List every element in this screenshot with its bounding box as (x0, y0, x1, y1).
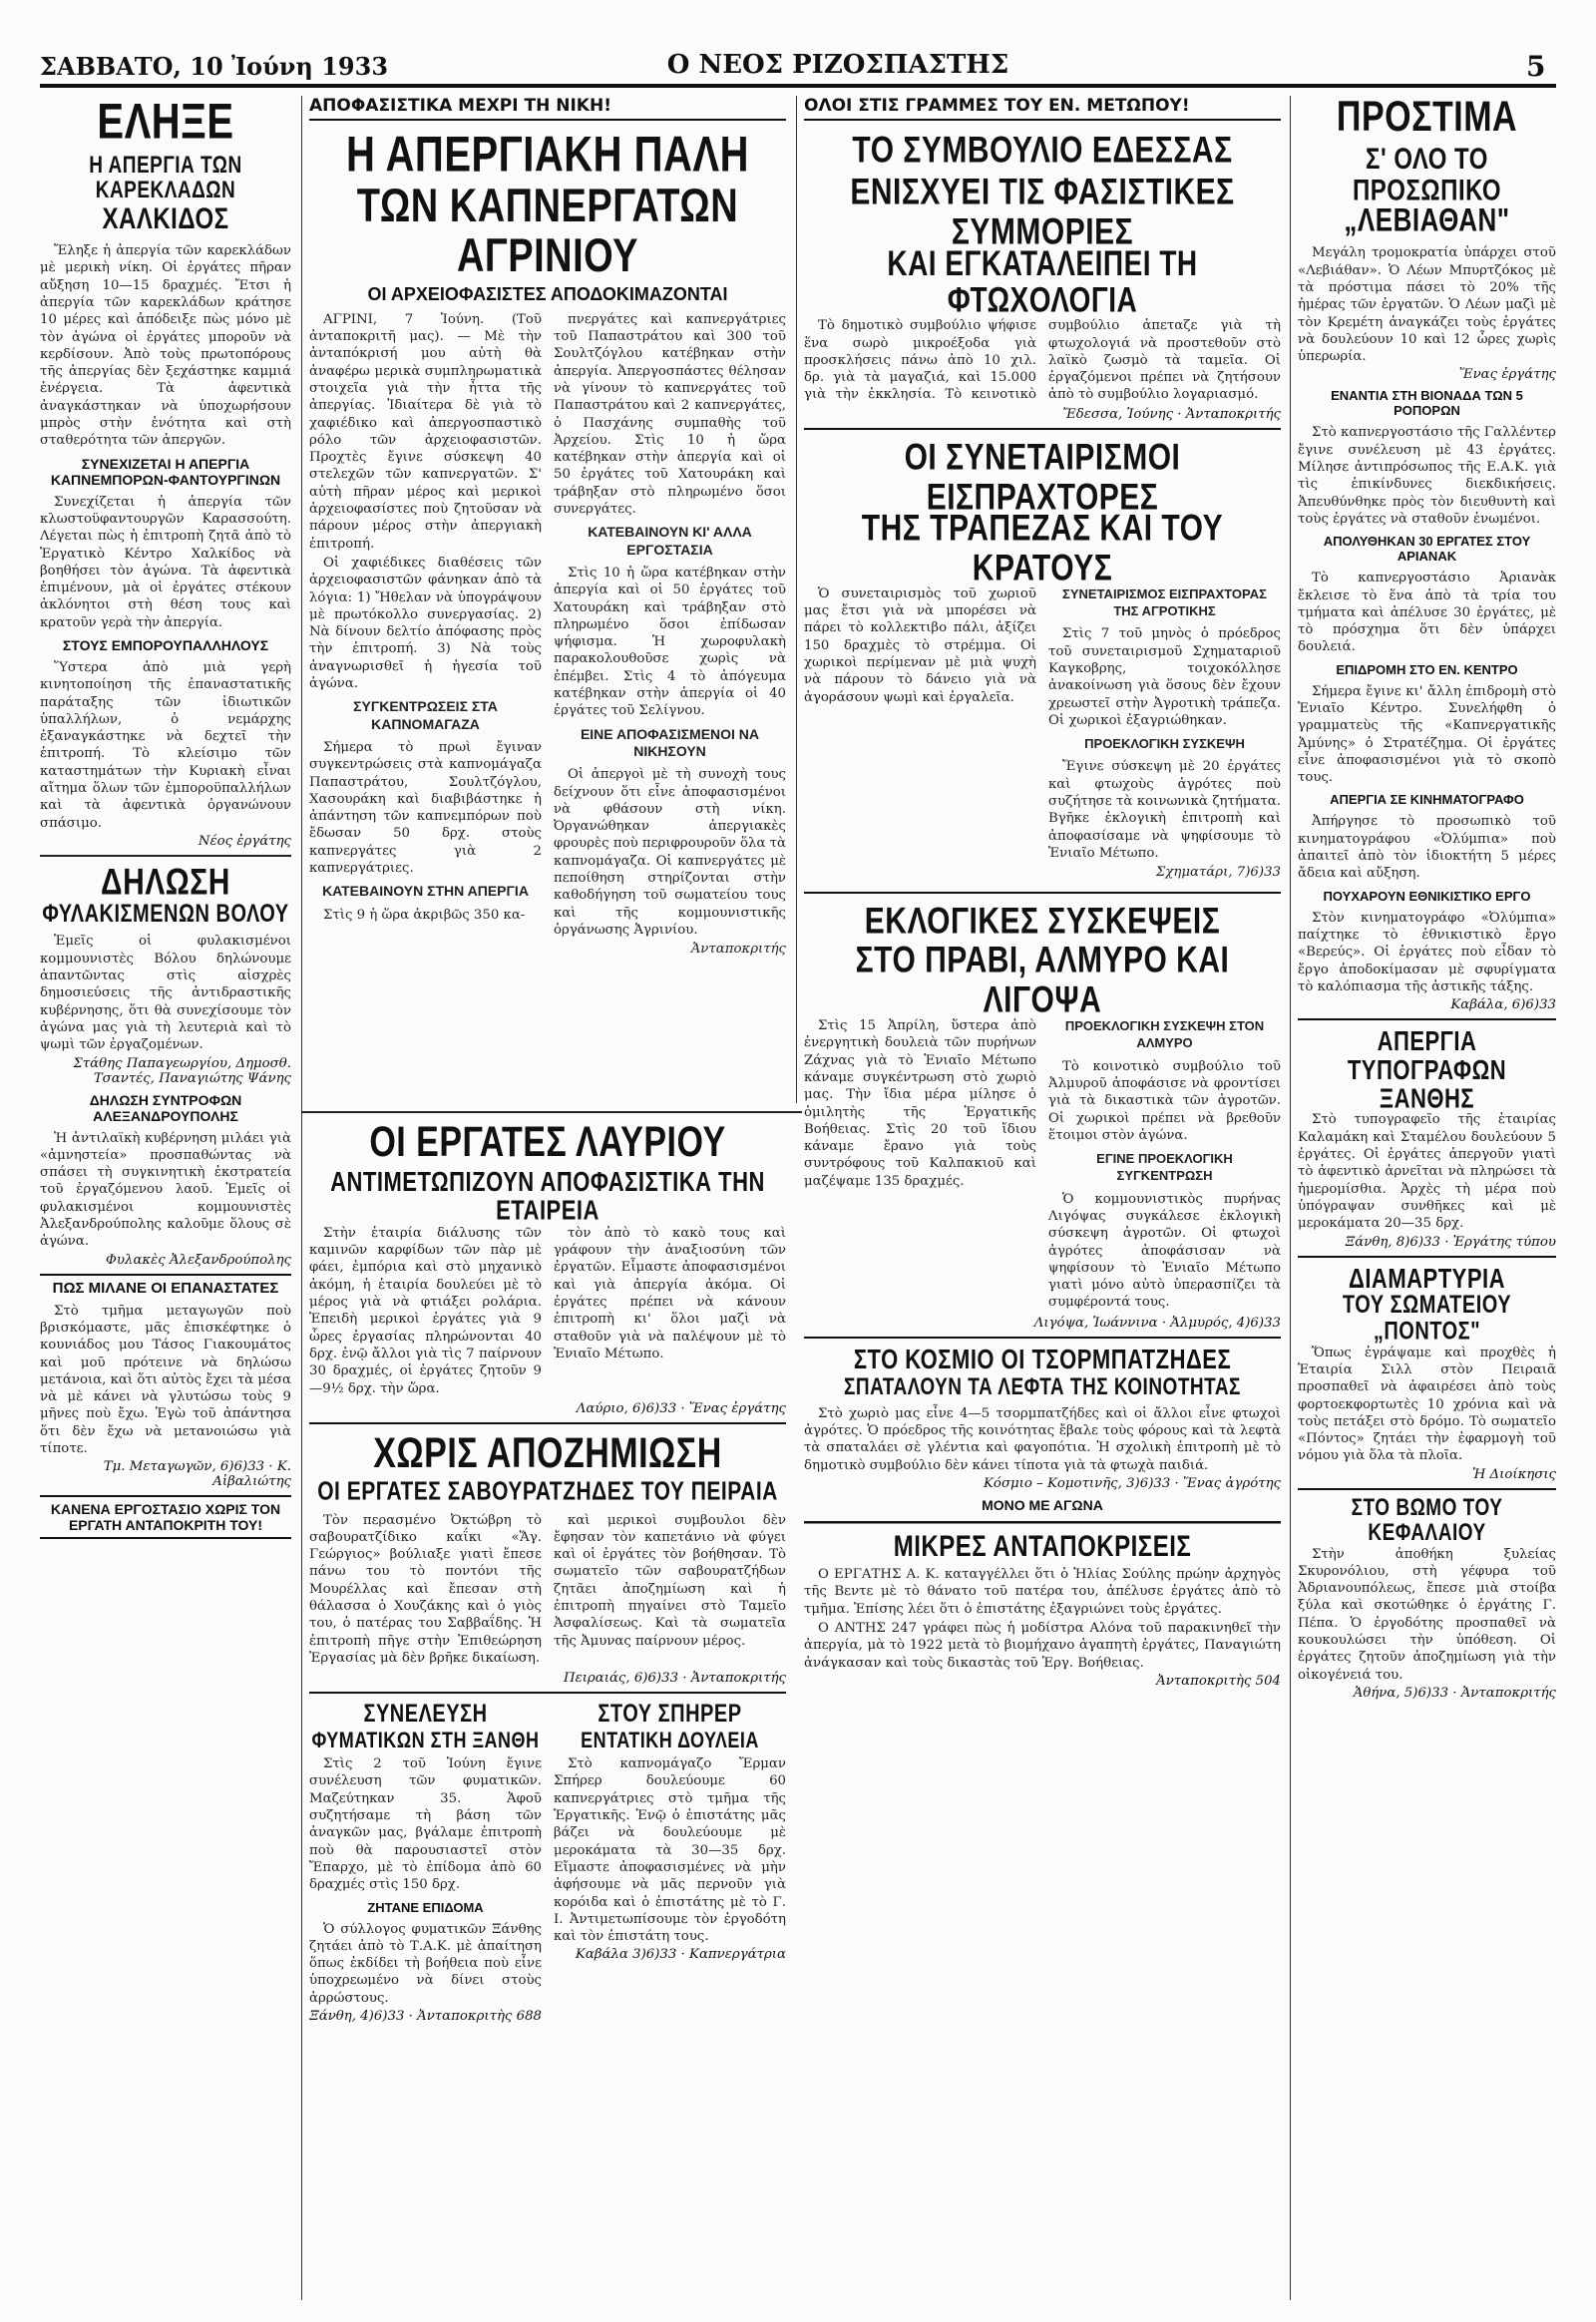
headline: ΑΠΕΡΓΙΑ (1377, 1024, 1477, 1057)
headline: ΚΑΙ ΕΓΚΑΤΑΛΕΙΠΕΙ ΤΗ ΦΤΩΧΟΛΟΓΙΑ (887, 243, 1198, 319)
bottom-block (309, 1121, 786, 2298)
headline: ΟΙ ΣΥΝΕΤΑΙΡΙΣΜΟΙ ΕΙΣΠΡΑΧΤΟΡΕΣ (904, 436, 1181, 518)
signature: Ἡ Διοίκησις (1472, 1466, 1556, 1482)
section-rule (804, 1337, 1281, 1339)
section-rule (301, 1111, 802, 1113)
column-divider (796, 96, 797, 1103)
article-text: Ὕστερα ἀπὸ μιὰ γερὴ κινητοποίηση τῆς ἐπαναστατικῆς παράταξης τῶν ἰδιωτικῶν ὑπαλλήλων, ὁ νεμάρχης ἐξαναγκάστηκε νὰ δεχτεῖ τὴν ἐπιτροπή. Τὸ κλείσιμο τῶν καταστημάτων τὴν Κυριακὴ εἶναι αἴτημα ὅλων τῶν ἐμποροϋπαλλήλων καὶ τὰ ἀφεντικὰ ὀργανώνουν σπάσιμο. (40, 660, 291, 831)
subheading: ΠΟΥΧΑΡΟΥΝ ΕΘΝΙΚΙΣΤΙΚΟ ΕΡΓΟ (1323, 888, 1531, 904)
article-text: τὸν ἀπὸ τὸ κακὸ τους καὶ γράφουν τὴν ἀναξιοσύνη τῶν ἐργατῶν. Εἶμαστε ἀποφασισμένοι καὶ γιὰ ἀπεργία ἀκόμα. Οἱ ἐργάτες πρέπει νὰ κάνουν ἐπιτροπὴ κι' ὅλοι μαζὶ νὰ σταθοῦν γιὰ νὰ παλέψουν μὲ τὸ Ἑνιαῖο Μέτωπο. (554, 1225, 786, 1361)
subheading: ΣΥΝΕΤΑΙΡΙΣΜΟΣ ΕΙΣΠΡΑΧΤΟΡΑΣ ΤΗΣ ΑΓΡΟΤΙΚΗΣ (1062, 585, 1267, 619)
subheading: ΖΗΤΑΝΕ ΕΠΙΔΟΜΑ (367, 1899, 484, 1915)
article-text: πνεργάτες καὶ καπνεργάτριες τοῦ Παπαστράτου καὶ 300 τοῦ Σουλτζόγλου κατέβηκαν στὴν ἀπεργία. Ἀπεργοσπάστες θέλησαν νὰ γίνουν τὸ καπνεργάτες τοῦ Παπαστράτου καὶ 2 καπνεργάτες, ὁ Πασχάνης συμπαθὴς τοῦ Ἀρχείου. Στὶς 10 ἡ ὥρα κατέβηκαν στὴν ἀπεργία καὶ οἱ 50 ἐργάτες τοῦ Χατουράκη καὶ τράβηξαν στὸ πληρωμένο ὅσοι συνεργάτες. ΚΑΤΕΒΑΙΝΟΥΝ ΚΙ' ΑΛΛΑ ΕΡΓΟΣΤΑΣΙΑ Στὶς 10 ἡ ὥρα κατέβηκαν στὴν ἀπεργία καὶ οἱ 50 ἐργάτες τοῦ Χατουράκη καὶ τράβηξαν στὸ πληρωμένο ὅσοι ἐπίδωσαν ψήφισμα. Ἡ χωροφυλακὴ παρακολουθοῦσε χωρὶς νὰ ἐπέμβει. Στὶς 4 τὸ ἀπόγευμα κατέβηκαν στὴν ἀπεργία οἱ 40 ἐργάτες τοῦ Σελίγνου. ΕΙΝΕ ΑΠΟΦΑΣΙΣΜΕΝΟΙ ΝΑ ΝΙΚΗΣΟΥΝ Οἱ ἀπεργοὶ μὲ τὴ συνοχὴ τους δείχνουν ὅτι εἶνε ἀποφασισμένοι νὰ φθάσουν στὴ νίκη. Ὀργανώθηκαν ἀπεργιακὲς φρουρὲς ποὺ περιφρουροῦν ὅλα τὰ καπνομάγαζα. Οἱ καπνεργάτες μὲ πεποίθηση στηρίζονται στὴν καθοδήγηση τοῦ σωματείου τους καὶ τῆς κομμουνιστικῆς ὀργάνωσης Ἀγρινίου. Ἀνταποκριτής (554, 311, 786, 958)
article-text: Ο ΕΡΓΑΤΗΣ Α. Κ. καταγγέλλει ὅτι ὁ Ἡλίας Σούλης πρώην ἀρχηγὸς τῆς Βεντε μὲ τὸ θάνατο τοῦ πατέρα του, ἀπέλυσε ἐργάτες ἀπὸ τὸ τμῆμα. Ἐπίσης λέει ὅτι ὁ ἐπιστάτης ἐξαγριώνει τοὺς ἐργάτες. Ο ΑΝΤΗΣ 247 γράφει πὼς ἡ μοδίστρα Αλόνα τοῦ παρακινηθεῖ τὴν ἀπεργία, μὰ τὸ 1922 μετὰ τὸ βιομήχανο ἀγαπητὴ ἐργάτες, Παναγιώτη ἀνάγκασαν καὶ τοὺς δικαστὰς τοῦ Ἐργ. Βοήθειας. (804, 1567, 1281, 1671)
issue-date: ΣΑΒΒΑΤΟ, 10 Ἰούνη 1933 (40, 52, 389, 81)
article-text: Τὸ δημοτικὸ συμβούλιο ψήφισε ἕνα σωρὸ μικροέξοδα γιὰ προσκλήσεις πάνω ἀπὸ 10 χιλ. δρ. γιὰ τὰ μαγαζιά, καὶ 15.000 γιὰ τὴν ἐκκλησία. Τὸ κεινοτικὸ συμβούλιο ἀπεταζε γιὰ τὴ φτωχολογιά νὰ προστεθοῦν στὸ λαϊκὸ ζωσμὸ τὰ ταμεῖα. Οἱ ἐργαζόμενοι πρέπει νὰ ζητήσουν ἀπὸ τὸ συμβούλιο λογαριασμό. (804, 318, 1281, 403)
column-3 (804, 96, 1281, 2300)
subheading: ΠΡΟΕΚΛΟΓΙΚΗ ΣΥΣΚΕΨΗ ΣΤΟΝ ΑΛΜΥΡΟ (1064, 1018, 1265, 1051)
column-divider (301, 96, 302, 2300)
headline: ΔΙΑΜΑΡΤΥΡΙΑ (1349, 1262, 1505, 1294)
subheading: ΚΑΤΕΒΑΙΝΟΥΝ ΚΙ' ΑΛΛΑ ΕΡΓΟΣΤΑΣΙΑ (588, 524, 752, 558)
headline: ΕΛΗΞΕ (97, 96, 234, 150)
masthead (0, 0, 1596, 83)
page-number: 5 (1526, 50, 1546, 83)
signature: Νέος ἐργάτης (198, 833, 291, 849)
headline: ΦΥΜΑΤΙΚΩΝ ΣΤΗ ΞΑΝΘΗ (311, 1728, 540, 1752)
subheading: ΠΩΣ ΜΙΛΑΝΕ ΟΙ ΕΠΑΝΑΣΤΑΤΕΣ (40, 1274, 291, 1297)
article-text: Σήμερα ἔγινε κι' ἄλλη ἐπιδρομὴ στὸ Ἑνιαῖο Κέντρο. Συνελήφθη ὁ γραμματεὺς τῆς «Καπνεργατικῆς Ἀμύνης» ὁ Στρατέζημα. Οἱ ἐργάτες εἶνε ἀποφασισμένοι γιὰ τὸ σκοπὸ τους. (1298, 683, 1556, 786)
headline: ΣΠΑΤΑΛΟΥΝ ΤΑ ΛΕΦΤΑ ΤΗΣ ΚΟΙΝΟΤΗΤΑΣ (844, 1373, 1241, 1400)
column-4 (1298, 96, 1556, 2300)
kicker: ΟΛΟΙ ΣΤΙΣ ΓΡΑΜΜΕΣ ΤΟΥ ΕΝ. ΜΕΤΩΠΟΥ! (804, 96, 1281, 121)
signature: Λαύριο, 6)6)33 · Ἕνας ἐργάτης (576, 1400, 786, 1416)
signature: Λιγόψα, Ἰωάννινα · Ἀλμυρός, 4)6)33 (1033, 1315, 1281, 1331)
article-text: Μεγάλη τρομοκρατία ὑπάρχει στοῦ «Λεβιάθαν». Ὁ Λέων Μπυρτζόκος μὲ τὰ πρόστιμα πάσει τὸ 20% τῆς ἡμέρας τῶν ἐργατῶν. Ὁ Λέων μαζὶ μὲ τὸν Κρεμέτη ἀναγκάζει τοὺς ἐργάτες νὰ δουλεύουν 10 καὶ 12 ὧρες χωρὶς ὑπερωρία. (1298, 245, 1556, 365)
headline: ΕΝΙΣΧΥΕΙ ΤΙΣ ΦΑΣΙΣΤΙΚΕΣ ΣΥΜΜΟΡΙΕΣ (850, 171, 1235, 251)
two-column-body (804, 585, 1281, 888)
spirer-article (554, 1702, 786, 2030)
section-rule (1298, 1256, 1556, 1258)
kicker: ΑΠΟΦΑΣΙΣΤΙΚΑ ΜΕΧΡΙ ΤΗ ΝΙΚΗ! (309, 96, 786, 121)
headline: ΔΗΛΩΣΗ (101, 861, 230, 903)
article-text: Συνεχίζεται ἡ ἀπεργία τῶν κλωστοϋφαντουργῶν Καρασσούτη. Λέγεται πὼς ἡ ἐπιτροπὴ ζητᾶ ἀπὸ τὸ Ἐργατικὸ Κέντρο Χαλκίδος νὰ βοηθήσει τὸν ἀγώνα. Τὰ ἀφεντικὰ ἐπιμένουν, μὰ οἱ ἐργάτες στέκουν ἀκλόνητοι στὴ θέση τους καὶ κρατοῦν γερὰ τὴν ἀπεργία. (40, 494, 291, 630)
signature: Ξάνθη, 8)6)33 · Ἐργάτης τύπου (1345, 1234, 1556, 1250)
section-rule (804, 428, 1281, 430)
headline: ΣΥΝΕΛΕΥΣΗ (363, 1701, 488, 1729)
article-text: Ὁ σύλλογος φυματικῶν Ξάνθης ζητάει ἀπὸ τὸ Τ.Α.Κ. μὲ ἀπαίτηση ὅπως ἐκδίδει τὴ βοήθεια ποὺ εἶνε ὑποχρεωμένο νὰ δίνει στοὺς ἀρρώστους. (309, 1921, 542, 2006)
headline: ΕΚΛΟΓΙΚΕΣ ΣΥΣΚΕΨΕΙΣ (864, 900, 1221, 942)
newspaper-title: Ο ΝΕΟΣ ΡΙΖΟΣΠΑΣΤΗΣ (666, 50, 1009, 80)
headline: ΤΟ ΣΥΜΒΟΥΛΙΟ ΕΔΕΣΣΑΣ (852, 129, 1233, 171)
headline: ΤΗΣ ΤΡΑΠΕΖΑΣ ΚΑΙ ΤΟΥ ΚΡΑΤΟΥΣ (861, 507, 1224, 588)
article-text: Στὶς 15 Ἀπρίλη, ὕστερα ἀπὸ ἐνεργητικὴ δουλειὰ τῶν πυρήνων Ζάχνας γιὰ τὸ Ἑνιαῖο Μέτωπο κάναμε συγκέντρωση στὸ χωριὸ μας. Τὴν ἴδια μέρα μίλησε ὁ ὁμιλητὴς τῆς Ἐργατικῆς Βοήθειας. Στὶς 20 τοῦ ἴδιου κάναμε ἔρανο γιὰ τοὺς συντρόφους τοῦ Καλπακιοῦ καὶ μαζέψαμε 135 δραχμές. (804, 1018, 1036, 1189)
subheading: ΚΑΤΕΒΑΙΝΟΥΝ ΣΤΗΝ ΑΠΕΡΓΙΑ (322, 883, 529, 900)
signature: Φυλακὲς Ἀλεξανδρούπολης (106, 1252, 291, 1268)
article-text: Τὸ καπνεργοστάσιο Ἀριανὰκ ἔκλεισε τὸ ἕνα ἀπὸ τὰ τρία του τμήματα καὶ ἀπέλυσε 30 ἐργάτες, μὲ τὸ πρόσχημα ὅτι δὲν ὑπάρχει δουλειά. (1298, 571, 1556, 655)
headline: ΟΙ ΕΡΓΑΤΕΣ ΣΑΒΟΥΡΑΤΖΗΔΕΣ ΤΟΥ ΠΕΙΡΑΙΑ (317, 1476, 778, 1506)
headline: ΤΥΠΟΓΡΑΦΩΝ ΞΑΝΘΗΣ (1347, 1054, 1507, 1115)
signature: Κόσμιο – Κομοτινῆς, 3)6)33 · Ἕνας ἀγρότης (984, 1475, 1281, 1491)
signature: Καβάλα, 6)6)33 (1450, 997, 1556, 1013)
two-column-body (804, 1017, 1281, 1314)
signature: Ἔδεσσα, Ἰούνης · Ἀνταποκριτής (1062, 406, 1281, 422)
subheading: ΠΡΟΕΚΛΟΓΙΚΗ ΣΥΣΚΕΨΗ (1084, 736, 1245, 752)
article-text: ΣΥΝΕΤΑΙΡΙΣΜΟΣ ΕΙΣΠΡΑΧΤΟΡΑΣ ΤΗΣ ΑΓΡΟΤΙΚΗΣ Στὶς 7 τοῦ μηνὸς ὁ πρόεδρος τοῦ συνεταιρισμοῦ Σχηματαριοῦ Καγκοβρης, τοιχοκόλλησε ἀνακοίνωση γιὰ ὅσους δὲν ἔχουν χρεωστεῖ στὴν Ἀγροτικὴ τράπεζα. Οἱ χωρικοὶ ἐξαγριώθηκαν. ΠΡΟΕΚΛΟΓΙΚΗ ΣΥΣΚΕΨΗ Ἔγινε σύσκεψη μὲ 20 ἐργάτες καὶ φτωχοὺς ἀγρότες ποὺ συζήτησε τὰ κοινωνικὰ ζητήματα. Βγῆκε ἐκλογικὴ ἐπιτροπὴ καὶ ἀποφασίσαμε νὰ ψηφίσουμε τὸ Ἑνιαῖο Μέτωπο. Σχηματάρι, 7)6)33 (1048, 585, 1281, 881)
signature: Ἀνταποκριτής (690, 942, 786, 958)
signature: Στάθης Παπαγεωργίου, Δημοσθ. Τσαντές, Παναγιώτης Ψάνης (73, 1055, 291, 1086)
section-rule (1298, 1488, 1556, 1490)
headline: ΤΩΝ ΚΑΠΝΕΡΓΑΤΩΝ ΑΓΡΙΝΙΟΥ (356, 180, 739, 282)
article-text: Ἀπήργησε τὸ προσωπικὸ τοῦ κινηματογράφου «Ὀλύμπια» ποὺ ἀπαιτεῖ ἀπὸ τὸν ἰδιοκτήτη 5 μέρες ἄδεια καὶ αὔξηση. (1298, 814, 1556, 882)
article-text: καὶ μερικοὶ συμβουλοι δὲν ἔφησαν τὸν καπετάνιο νὰ φύγει καὶ οἱ ἐργάτες τὸν βοήθησαν. Τὸ σωματεῖο τῶν σαβουρατζήδων ζητᾶει ἀποζημίωση καὶ ἡ ἐπιτροπὴ πηγαίνει στὸ Ταμεῖο Ἀσφαλίσεως. Καὶ τὰ σωματεῖα τῆς Ἀμυνας παίρνουν μέρος. (554, 1512, 786, 1649)
signature: Καβάλα 3)6)33 · Καπνεργάτρια (575, 1947, 786, 1963)
headline: „ΛΕΒΙΑΘΑΝ" (1344, 200, 1510, 239)
article-text: Στὴν ἀποθήκη ξυλείας Σκυρονόλιου, στὴ γέφυρα τοῦ Ἀδριανουπόλεως, ἔπεσε μιὰ στοίβα ξύλα καὶ σκοτώθηκε ὁ ἐργάτης Γ. Πέπα. Ὁ ἐργοδότης προσπαθεῖ νὰ κουκουλώσει τὴν ὑπόθεση. Οἱ ἐργάτες ζητοῦν ἀποζημίωση γιὰ τὴν οἰκογένειά του. (1298, 1546, 1556, 1683)
article-text: Στὸ τμῆμα μεταγωγῶν ποὺ βρισκόμαστε, μᾶς ἐπισκέφτηκε ὁ κουνιάδος μου Τάσος Γιακουμάτος καὶ μοῦ πρότεινε νὰ δηλώσω μετάνοια, καὶ ὅτι αὐτὸς ἔχει τὰ μέσα νὰ μὲ κάνει νὰ γλυτώσω τοὺς 9 μῆνες ποὺ ἔχω. Ἐγὼ τοῦ ἀπάντησα ὅτι δὲν ἔχω νὰ μετανοιώσω γιὰ τίποτε. (40, 1303, 291, 1456)
subheading: ΑΠΟΛΥΘΗΚΑΝ 30 ΕΡΓΑΤΕΣ ΣΤΟΥ ΑΡΙΑΝΑΚ (1323, 534, 1531, 565)
headline: ΦΥΛΑΚΙΣΜΕΝΩΝ ΒΟΛΟΥ (42, 901, 289, 929)
signature: Σχηματάρι, 7)6)33 (1155, 865, 1281, 881)
headline: ΤΟΥ ΣΩΜΑΤΕΙΟΥ „ΠΟΝΤΟΣ" (1342, 1291, 1512, 1346)
masthead-rule (40, 84, 1556, 88)
column-2 (309, 96, 786, 1103)
section-rule (1298, 1018, 1556, 1020)
article-text: Στὸν κινηματογράφο «Ὀλύμπια» παίχτηκε τὸ ἐθνικιστικὸ ἔργο «Βερεύς». Οἱ ἐργάτες ποὺ εἶδαν τὸ ἔργο ἀποδοκίμασαν μὲ σφυρίγματα τὸ καλόπιασμα τῆς ἀστικῆς τάξης. (1298, 910, 1556, 994)
article-text: Ἔληξε ἡ ἀπεργία τῶν καρεκλάδων μὲ μερικὴ νίκη. Οἱ ἐργάτες πῆραν αὔξηση 10—15 δραχμές. Ἔτσι ἡ ἀπεργία τῶν καρεκλάδων κράτησε 10 μέρες καὶ ἀπόδειξε πὼς μόνο μὲ τὸν ἀγώνα οἱ ἐργάτες μποροῦν νὰ κερδίσουν. Ἀπὸ τοὺς πρωτοπόρους τῆς ἀπεργίας δὲν ξεχάστηκε καμμιά ἐνέργεια. Τὰ ἀφεντικὰ ἀναγκάστηκαν νὰ ὑποχωρήσουν μπρὸς στὴν ἑνότητα καὶ στὴ σταθερότητα τῶν ἀπεργῶν. (40, 243, 291, 449)
two-column-body (309, 311, 786, 965)
article-text: Στὸ καπνεργοστάσιο τῆς Γαλλέντερ ἔγινε συνέλευση μὲ 43 ἐργάτες. Μίλησε ἀντιπρόσωπος τῆς Ε.Α.Κ. γιὰ τὶς ἐπικίνδυνες διεκδικήσεις. Ἀπευθύνθηκε πρὸς τὸν διευθυντὴ καὶ τοὺς ἐργάτες νὰ σταθοῦν ἑνωμένοι. (1298, 425, 1556, 527)
subheading: ΑΠΕΡΓΙΑ ΣΕ ΚΙΝΗΜΑΤΟΓΡΑΦΟ (1330, 792, 1524, 808)
headline: ΣΤΟ ΒΩΜΟ ΤΟΥ ΚΕΦΑΛΑΙΟΥ (1351, 1494, 1503, 1546)
subheading: ΣΤΟΥΣ ΕΜΠΟΡΟΥΠΑΛΛΗΛΟΥΣ (62, 637, 269, 653)
section-rule (40, 855, 291, 857)
column-1 (40, 96, 291, 2300)
article-text: Ἐμεῖς οἱ φυλακισμένοι κομμουνιστὲς Βόλου δηλώνουμε ἀπαντῶντας στὶς αἰσχρὲς δημοσιεύσεις τῆς ἀντιδραστικῆς κυβέρνησης, ὅτι θὰ συνεχίσουμε τὸν ἀγώνα μας γιὰ τὴ λευτεριὰ καὶ τὸ ψωμὶ τῶν ἐργαζομένων. (40, 934, 291, 1053)
section-rule (309, 1692, 786, 1694)
headline: ΣΤΟΥ ΣΠΗΡΕΡ (598, 1701, 742, 1729)
section-rule (309, 1422, 786, 1424)
column-divider (1290, 96, 1291, 2300)
xanthi-article (309, 1702, 542, 2030)
headline: ΧΑΛΚΙΔΟΣ (102, 201, 229, 236)
headline: ΣΤΟ ΚΟΣΜΙΟ ΟΙ ΤΣΟΡΜΠΑΤΖΗΔΕΣ (853, 1343, 1232, 1374)
headline: ΠΡΟΣΤΙΜΑ (1336, 96, 1518, 141)
two-column-body (309, 1512, 786, 1670)
signature: Πειραιάς, 6)6)33 · Ἀνταποκριτής (563, 1671, 786, 1687)
article-text: Ἡ ἀντιλαϊκὴ κυβέρνηση μιλάει γιὰ «ἀμνηστεία» προσπαθώντας νὰ σπάσει τὴ συγκινητικὴ ἐκστρατεία τοῦ ἐργαζόμενου λαοῦ. Ἐμεῖς οἱ φυλακισμένοι κομμουνιστὲς Ἀλεξανδρούπολης καλοῦμε ὅλους σὲ ἀγώνα. (40, 1130, 291, 1250)
subheading: ΜΟΝΟ ΜΕ ΑΓΩΝΑ (982, 1496, 1103, 1513)
article-text: Στὸ τυπογραφεῖο τῆς ἑταιρίας Καλαμάκη καὶ Σταμέλου δουλεύουν 5 ἐργάτες. Οἱ ἐργάτες ἀπεργοῦν γιατὶ τὸ ἀφεντικὸ ἀρνεῖται νὰ πληρώσει τὰ ἡμερομίσθια. Ἀρχὲς τὴ μέρα ποὺ ὑπόγραψαν συνθῆκες καὶ μὲ μεροκάματα 20—35 δρχ. (1298, 1112, 1556, 1232)
article-text: Τὸν περασμένο Ὀκτώβρη τὸ σαβουρατζίδικο καΐκι «Ἅγ. Γεώργιος» βούλιαξε γιατὶ ἔπεσε πάνω του τὸ ποντόνι τῆς Μουρέλλας καὶ ἔπεσαν στὴ θάλασσα ὁ Χουζάκης καὶ ὁ γιὸς του, ὁ πατέρας του Σαββαΐδης. Ἡ ἐπιτροπὴ πῆγε στὴν Ἐπιθεώρηση Ἐργασίας μὰ δὲν βρῆκε δικαίωση. (309, 1512, 542, 1666)
headline: Σ' ΟΛΟ ΤΟ ΠΡΟΣΩΠΙΚΟ (1352, 142, 1502, 207)
headline: Η ΑΠΕΡΓΙΑΚΗ ΠΑΛΗ (346, 127, 749, 183)
two-column-body (309, 1225, 786, 1399)
headline: ΧΩΡΙΣ ΑΠΟΖΗΜΙΩΣΗ (373, 1429, 722, 1477)
article-text: Στὸ καπνομάγαζο Ἔρμαν Σπήρερ δουλεύουμε 60 καπνεργάτριες στὸ τμῆμα τῆς Ἐργατικῆς. Ἐνῷ ὁ ἐπιστάτης μᾶς βάζει νὰ δουλεύουμε μὲ μεροκάματα τὰ 30—35 δρχ. Εἴμαστε ἀποφασισμένες νὰ μὴν ἀφήσουμε νὰ μᾶς περνοῦν γιὰ κορόιδα καὶ ὁ ἐπιστάτης μὲ τὸ Γ. Ι. Ἀντιμετωπίσουμε τὸν ἐργοδότη καὶ τὸν ἐπιστάτη τους. (554, 1756, 786, 1945)
article-text: Ὅπως ἐγράψαμε καὶ προχθὲς ἡ Ἑταιρία Σιλλ στὸν Πειραιᾶ προσπαθεῖ νὰ ἀφαιρέσει ἀπὸ τοὺς φορτοεκφορτωτὲς 10 χρόνια καὶ νὰ τοὺς πετάξει στὸ δρόμο. Τὸ σωματεῖο «Πόντος» ζητάει τὴν ἐφαρμογὴ τοῦ νόμου γιὰ ὅλα τὰ πλοῖα. (1298, 1345, 1556, 1464)
article-text: Στὶς 2 τοῦ Ἰούνη ἔγινε συνέλευση τῶν φυματικῶν. Μαζεύτηκαν 35. Ἀφοῦ συζητήσαμε τὴ βάση τῶν ἀναγκῶν μας, βγάλαμε ἐπιτροπὴ ποὺ θὰ παρουσιαστεῖ στὸν Ἔπαρχο, μὲ τὸ ἐπίδομα ἀπὸ 60 δραχμές στὶς 150 δρχ. (309, 1756, 542, 1893)
headline: ΕΝΤΑΤΙΚΗ ΔΟΥΛΕΙΑ (581, 1728, 759, 1752)
subheading: ΔΗΛΩΣΗ ΣΥΝΤΡΟΦΩΝ ΑΛΕΞΑΝΔΡΟΥΠΟΛΗΣ (89, 1091, 242, 1124)
subheading: ΣΥΝΕΧΙΖΕΤΑΙ Η ΑΠΕΡΓΙΑ ΚΑΠΝΕΜΠΟΡΩΝ-ΦΑΝΤΟΥΡΓΙΝΩΝ (50, 455, 281, 488)
article-text: ΠΡΟΕΚΛΟΓΙΚΗ ΣΥΣΚΕΨΗ ΣΤΟΝ ΑΛΜΥΡΟ Τὸ κοινοτικὸ συμβούλιο τοῦ Ἀλμυροῦ ἀποφάσισε νὰ φροντίσει γιὰ τὰ δικαστικὰ τῶν ἀγροτῶν. Οἱ χωρικοὶ πρέπει νὰ βρεθοῦν ἕτοιμοι στὸν ἀγώνα. ΕΓΙΝΕ ΠΡΟΕΚΛΟΓΙΚΗ ΣΥΓΚΕΝΤΡΩΣΗ Ὁ κομμουνιστικὸς πυρήνας Λιγόψας συγκάλεσε ἐκλογικὴ σύσκεψη ἀγροτῶν. Οἱ φτωχοὶ ἀγρότες ἀποφάσισαν νὰ ψηφίσουν τὸ Ἑνιαῖο Μέτωπο γιατὶ μόνο αὐτὸ ὑπερασπίζει τὰ συμφέροντά τους. (1048, 1018, 1281, 1311)
headline: ΣΤΟ ΠΡΑΒΙ, ΑΛΜΥΡΟ ΚΑΙ ΛΙΓΟΨΑ (855, 939, 1230, 1020)
headline: ΜΙΚΡΕΣ ΑΝΤΑΠΟΚΡΙΣΕΙΣ (804, 1521, 1281, 1562)
signature: Ἀθήνα, 5)6)33 · Ἀνταποκριτής (1353, 1685, 1556, 1701)
subheading: ΕΝΑΝΤΙΑ ΣΤΗ ΒΙΟΝΑΔΑ ΤΩΝ 5 ΡΟΠΟΡΩΝ (1331, 388, 1523, 419)
subheading: ΕΠΙΔΡΟΜΗ ΣΤΟ ΕΝ. ΚΕΝΤΡΟ (1336, 661, 1518, 677)
subheading: ΣΥΓΚΕΝΤΡΩΣΕΙΣ ΣΤΑ ΚΑΠΝΟΜΑΓΑΖΑ (353, 698, 498, 732)
signature: Ἀνταποκριτὴς 504 (1156, 1673, 1281, 1689)
article-text: Ὁ συνεταιρισμὸς τοῦ χωριοῦ μας ἔτσι γιὰ νὰ μπορέσει νὰ πάρει τὸ κολλεκτιβο πάλι, ἀξίζει 150 δραχμὲς τὸ στρέμμα. Οἱ χωρικοὶ περίμεναν μὲ μιὰ ψυχὴ νὰ πάρουν τὸ δάνειο γιὰ νὰ ἀγοράσουν ψωμὶ καὶ ἐργαλεῖα. (804, 585, 1036, 705)
article-text: Στὴν ἑταιρία διάλυσης τῶν καμινῶν καρφίδων τῶν πὰρ μὲ φάει, ἐμπόρια καὶ στὸ μηχανικὸ ἀκόμη, ἡ ἑταιρία δουλεύει μὲ τὸ μέρος γιὰ νὰ φτιάξει ρολάρια. Ἐπειδὴ μερικοὶ ἐργάτες γιὰ 9 ὧρες ἐργασίας πληρώνονται 40 δρχ. ἐνῷ ἄλλοι γιὰ τὶς 7 παίρνουν 30 δραχμές, οἱ ἐργάτες ζητοῦν 9—9½ δρχ. τὴν ὥρα. (309, 1225, 542, 1396)
article-text: Στὸ χωριὸ μας εἶνε 4—5 τσορμπατζήδες καὶ οἱ ἄλλοι εἶνε φτωχοὶ ἀγρότες. Ὁ πρόεδρος τῆς κοινότητας ἔβαλε τοὺς φόρους καὶ τὰ λεφτὰ τὰ σπαταλάει σὲ γλέντια καὶ φαγοπότια. Ἡ σχολικὴ ἐπιτροπὴ μὲ τὸ δημοτικὸ συμβούλιο δὲν κάνει τίποτα γιὰ τὰ φτωχὰ παιδιά. (804, 1405, 1281, 1473)
section-rule (804, 892, 1281, 894)
signature: Τμ. Μεταγωγῶν, 6)6)33 · Κ. Αἰβαλιώτης (103, 1459, 291, 1490)
headline: ΑΝΤΙΜΕΤΩΠΙΖΟΥΝ ΑΠΟΦΑΣΙΣΤΙΚΑ ΤΗΝ ΕΤΑΙΡΕΙΑ (330, 1165, 765, 1226)
subheading: ΕΓΙΝΕ ΠΡΟΕΚΛΟΓΙΚΗ ΣΥΓΚΕΝΤΡΩΣΗ (1096, 1151, 1233, 1184)
subheading: ΟΙ ΑΡΧΕΙΟΦΑΣΙΣΤΕΣ ΑΠΟΔΟΚΙΜΑΖΟΝΤΑΙ (367, 283, 728, 304)
article-text: ΑΓΡΙΝΙ, 7 Ἰούνη. (Τοῦ ἀνταποκριτῆ μας). — Μὲ τὴν ἀνταπόκρισή μου αὐτὴ θὰ ἀναφέρω μερικὰ συμπληρωματικὰ στοιχεῖα γιὰ τὴν ἧττα τῆς ἀπεργίας. Ἰδιαίτερα δὲ γιὰ τὸ χαφιέδικο καὶ ἀπεργοσπαστικὸ ρόλο τῶν ἀρχειοφασιστῶν. Προχτὲς ἔγινε σύσκεψη 40 στελεχῶν τῶν καπνεργατῶν. Σ' αὐτὴ πῆραν μέρος καὶ μερικοὶ ἀρχειοφασίστες ποὺ ζητοῦσαν νὰ πάρουν μέρος στὴν ἀπεργιακὴ ἐπιτροπή. Οἱ χαφιέδικες διαθέσεις τῶν ἀρχειοφασιστῶν φάνηκαν ἀπὸ τὰ λόγια: 1) Ἤθελαν νὰ ὑπογράψουν μὲ πρωτόκολλο συνεργασίας. 2) Νὰ δίνουν δελτίο ἀπόφασης πρὸς τὴν ἐπιτροπή. 3) Νὰ τοὺς ἀναγνωρισθεῖ ἡ ἡγεσία τοῦ ἀγώνα. ΣΥΓΚΕΝΤΡΩΣΕΙΣ ΣΤΑ ΚΑΠΝΟΜΑΓΑΖΑ Σήμερα τὸ πρωὶ ἔγιναν συγκεντρώσεις στὰ καπνομάγαζα Παπαστράτου, Σουλτζόγλου, Χασουράκη καὶ διαβιβάστηκε ἡ ἀπάντηση τῶν καπνεμπόρων ποὺ ἔδωσαν 50 δρχ. στοὺς καπνεργάτες γιὰ 2 καπνεργάτριες. ΚΑΤΕΒΑΙΝΟΥΝ ΣΤΗΝ ΑΠΕΡΓΙΑ Στὶς 9 ἡ ὥρα ἀκριβῶς 350 κα- (309, 311, 542, 923)
headline: Η ΑΠΕΡΓΙΑ ΤΩΝ ΚΑΡΕΚΛΑΔΩΝ (89, 152, 242, 203)
headline: ΟΙ ΕΡΓΑΤΕΣ ΛΑΥΡΙΟΥ (369, 1121, 726, 1166)
signature: Ἕνας ἐργάτης (1458, 367, 1556, 383)
footer-slogan: ΚΑΝΕΝΑ ΕΡΓΟΣΤΑΣΙΟ ΧΩΡΙΣ ΤΟΝ ΕΡΓΑΤΗ ΑΝΤΑΠΟΚΡΙΤΗ ΤΟΥ! (40, 1495, 291, 1539)
two-column-body (309, 1702, 786, 2030)
signature: Ξάνθη, 4)6)33 · Ἀνταποκριτὴς 688 (309, 2009, 542, 2024)
subheading: ΕΙΝΕ ΑΠΟΦΑΣΙΣΜΕΝΟΙ ΝΑ ΝΙΚΗΣΟΥΝ (580, 725, 760, 759)
